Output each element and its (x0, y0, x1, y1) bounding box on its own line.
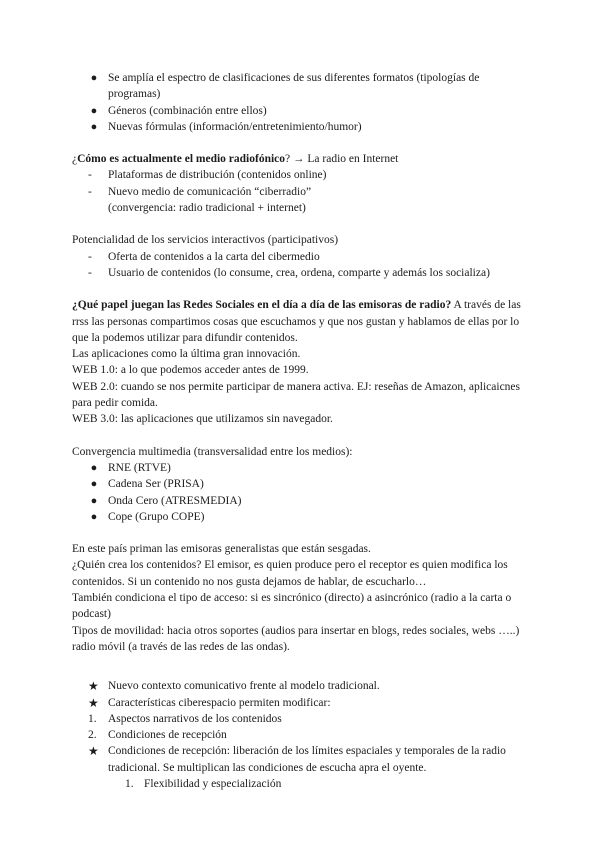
paragraph: También condiciona el tipo de acceso: si es sincrónico (directo) a asincrónico (radio a la carta o podcast) (72, 592, 512, 621)
list-item: - Usuario de contenidos (lo consume, crea, ordena, comparte y además los socializa) (0, 265, 528, 281)
list-item: ★ Características ciberespacio permiten modificar: (88, 695, 331, 710)
dash-icon: - (88, 266, 92, 279)
paragraph: En este país priman las emisoras generalistas que están sesgadas. (72, 543, 371, 556)
dash-icon: - (88, 169, 92, 182)
bullet-icon: ● (90, 72, 98, 84)
list-item-text: Géneros (combinación entre ellos) (108, 104, 267, 117)
dash-icon: - (88, 185, 92, 198)
redes-question-bold: ¿Qué papel juegan las Redes Sociales en el día a día de las emisoras de radio? (72, 299, 452, 312)
paragraph: Tipos de movilidad: hacia otros soportes (audios para insertar en blogs, redes sociales, webs …..) radio móvil (a través de las redes de las ondas). (72, 624, 520, 653)
list-item: ● Cope (Grupo COPE) (0, 509, 528, 525)
list-item: ★ Nuevo contexto comunicativo frente al modelo tradicional. (88, 679, 380, 694)
list-item (0, 70, 528, 103)
paragraph-line: WEB 3.0: las aplicaciones que utilizamos sin navegador. (72, 413, 333, 426)
dash-icon: - (88, 250, 92, 263)
redes-paragraph: ¿Qué papel juegan las Redes Sociales en el día a día de las emisoras de radio? A través de las rrss las personas compartimos cosas que escuchamos y que nos gustan y hablamos de ellas por lo que la podemos utilizar para difundir contenidos. (72, 299, 521, 344)
star-icon: ★ (88, 679, 99, 694)
bullet-icon: ● (90, 510, 98, 523)
list-item: ● RNE (RTVE) (0, 460, 528, 476)
list-item: 2. Condiciones de recepción (0, 727, 528, 743)
star-icon: ★ (88, 744, 99, 759)
list-item-continuation: (convergencia: radio tradicional + internet) (108, 202, 306, 215)
list-item-text: Se amplía el espectro de clasificaciones de sus diferentes formatos (tipologías de programas) (108, 72, 480, 101)
bullet-icon: ● (90, 120, 98, 133)
paragraph-line: Las aplicaciones como la última gran innovación. (72, 348, 301, 361)
paragraph-line: WEB 1.0: a lo que podemos acceder antes de 1999. (72, 364, 309, 377)
list-number: 2. (88, 729, 97, 742)
list-item: ● Onda Cero (ATRESMEDIA) (0, 493, 528, 509)
list-item (0, 103, 528, 119)
medio-question-bold: Cómo es actualmente el medio radiofónico (77, 153, 286, 166)
star-icon: ★ (88, 695, 99, 710)
paragraph-line: WEB 2.0: cuando se nos permite participar de manera activa. EJ: reseñas de Amazon, aplicaicnes para pedir comida. (72, 380, 521, 410)
list-item: ★ Condiciones de recepción: liberación de los límites espaciales y temporales de la radio tradicional. Se multiplican las condiciones de escucha apra el oyente. (88, 744, 506, 774)
convergencia-heading: Convergencia multimedia (transversalidad entre los medios): (72, 445, 353, 458)
bullet-icon: ● (90, 494, 98, 507)
list-item (0, 119, 528, 135)
potencialidad-heading: Potencialidad de los servicios interactivos (participativos) (72, 234, 339, 247)
paragraph: ¿Quién crea los contenidos? El emisor, es quien produce pero el receptor es quien modifica los contenidos. Si un contenido no nos gusta dejamos de hablar, de escucharlo… (72, 559, 508, 588)
bullet-icon: ● (90, 461, 98, 474)
list-item: ● Cadena Ser (PRISA) (0, 476, 528, 492)
list-item: 1. Aspectos narrativos de los contenidos (0, 711, 528, 727)
list-item: 1. Flexibilidad y especialización (0, 776, 528, 792)
list-number: 1. (125, 777, 134, 790)
list-item: - Oferta de contenidos a la carta del cibermedio (0, 249, 528, 265)
medio-question: ¿Cómo es actualmente el medio radiofónico? → La radio en Internet (72, 153, 399, 166)
list-item-text: Nuevas fórmulas (información/entretenimiento/humor) (108, 120, 362, 133)
bullet-icon: ● (90, 478, 98, 491)
list-item: - Nuevo medio de comunicación “ciberradio” (0, 184, 528, 200)
list-item: - Plataformas de distribución (contenidos online) (0, 167, 528, 183)
bullet-icon: ● (90, 104, 98, 117)
list-number: 1. (88, 712, 97, 725)
